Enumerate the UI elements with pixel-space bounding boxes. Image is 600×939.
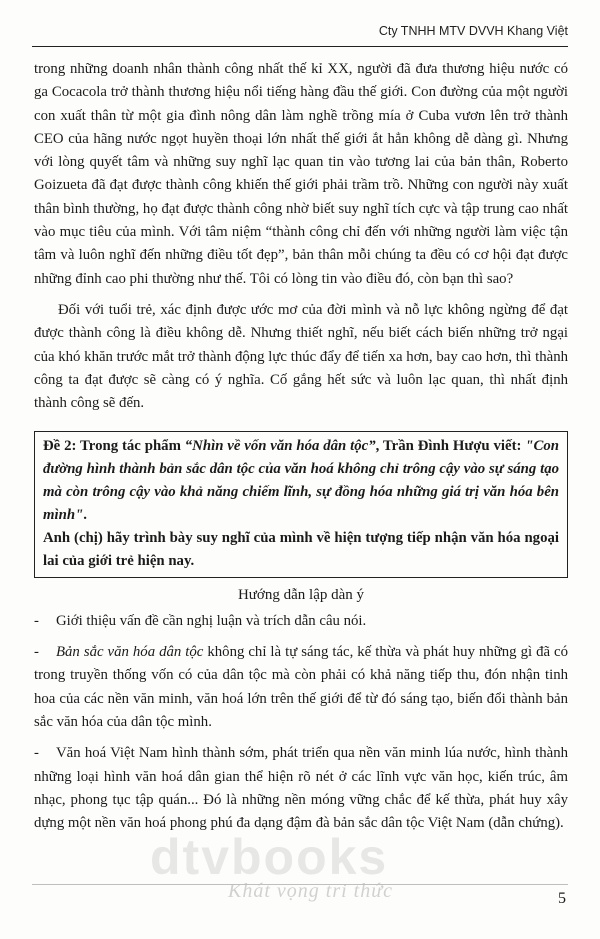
watermark-slogan: Khát vọng tri thức (228, 880, 394, 902)
quote-end: . (83, 507, 87, 524)
guide-heading: Hướng dẫn lập dàn ý (237, 587, 365, 604)
exercise-quote: "Con đường hình thành bản sắc dân tộc của văn hoá không chỉ trông cậy vào sự sáng tạo mà còn trông cậy vào khả năng chiếm lĩnh, sự đồng hóa những giá trị văn hóa bên mình" (43, 438, 559, 524)
page-number: 5 (558, 890, 566, 907)
outline-item-1 (34, 610, 568, 633)
page-header (32, 20, 568, 47)
exercise-task: Anh (chị) hãy trình bày suy nghĩ của mình về hiện tượng tiếp nhận văn hóa ngoại lai của giới trẻ hiện nay. (43, 530, 559, 570)
work-title: “Nhìn về vốn văn hóa dân tộc” (184, 438, 376, 455)
outline-item-emphasis: Bản sắc văn hóa dân tộc (56, 644, 204, 661)
footer-divider (32, 884, 568, 885)
exercise-intro: Trong tác phẩm (76, 438, 185, 455)
exercise-box (34, 431, 568, 578)
paragraph-continuation: trong những doanh nhân thành công nhất thế kỉ XX, người đã đưa thương hiệu nước có ga Cocacola trở thành thương hiệu nổi tiếng hàng đầu thế giới. Con đường của một người con xuất thân từ một gia đình nông dân làm nghề trồng mía ở Cuba vươn lên trở thành CEO của hãng nước ngọt huyền thoại lớn nhất thế giới ắt hẳn không dễ dàng gì. Nhưng với lòng quyết tâm và những suy nghĩ lạc quan tin vào tương lai của bản thân, Roberto Goizueta đã đạt được thành công khiến thế giới phải trầm trồ. Những con người này xuất thân bình thường, họ đạt được thành công nhờ biết suy nghĩ tích cực và tập trung cao nhất vào mục tiêu của mình. Với tâm niệm “thành công chỉ đến với những người làm việc tận tâm và luôn nghĩ đến những điều tốt đẹp”, bản thân mỗi chúng ta đều có cơ hội đạt được những đỉnh cao phi thường như thế. Tôi có lòng tin vào điều đó, còn bạn thì sao? (34, 61, 568, 287)
publisher-name: Cty TNHH MTV DVVH Khang Việt (378, 24, 568, 38)
paragraph-youth: Đối với tuổi trẻ, xác định được ước mơ của đời mình và nỗ lực không ngừng để đạt được thành công là điều không dễ. Nhưng thiết nghĩ, nếu biết cách biến những trở ngại của khó khăn trước mắt trở thành động lực thúc đẩy để tiến xa hơn, bay cao hơn, thì thành công ta đạt được sẽ càng có ý nghĩa. Cố gắng hết sức và luôn lạc quan, thì nhất định thành công sẽ đến. (34, 301, 568, 412)
outline-item-3 (34, 742, 568, 835)
outline-item-2 (34, 641, 568, 734)
dash-marker: - (34, 612, 39, 629)
outline-item-text: Giới thiệu vấn đề cần nghị luận và trích dẫn câu nói. (56, 612, 367, 629)
author-text: , Trần Đình Hượu viết: (375, 438, 526, 455)
watermark-brand: dtvbooks (150, 829, 389, 885)
page-content (34, 58, 568, 835)
outline-item-text: Văn hoá Việt Nam hình thành sớm, phát triển qua nền văn minh lúa nước, hình thành những loại hình văn hoá dân gian thể hiện rõ nét ở các lĩnh vực văn học, kiến trúc, âm nhạc, phong tục tập quán... Đó là những nền móng vững chắc để kế thừa, phát huy xây dựng một nền văn hoá phong phú đa dạng đậm đà bản sắc dân tộc Việt Nam (dẫn chứng). (34, 745, 568, 832)
exercise-label: Đề 2: (43, 438, 77, 455)
dash-marker: - (34, 745, 39, 762)
dash-marker: - (34, 644, 39, 661)
exercise-prompt (43, 435, 559, 527)
outline-item-text: không chỉ là tự sáng tác, kế thừa và phát huy những gì đã có trong truyền thống vốn có của dân tộc mà còn phải có khả năng tiếp thu, đón nhận tinh hoa của các nền văn minh, văn hoá lớn trên thế giới để từ đó sáng tạo, biến đổi thành bản sắc văn hóa của dân tộc mình. (34, 644, 568, 730)
